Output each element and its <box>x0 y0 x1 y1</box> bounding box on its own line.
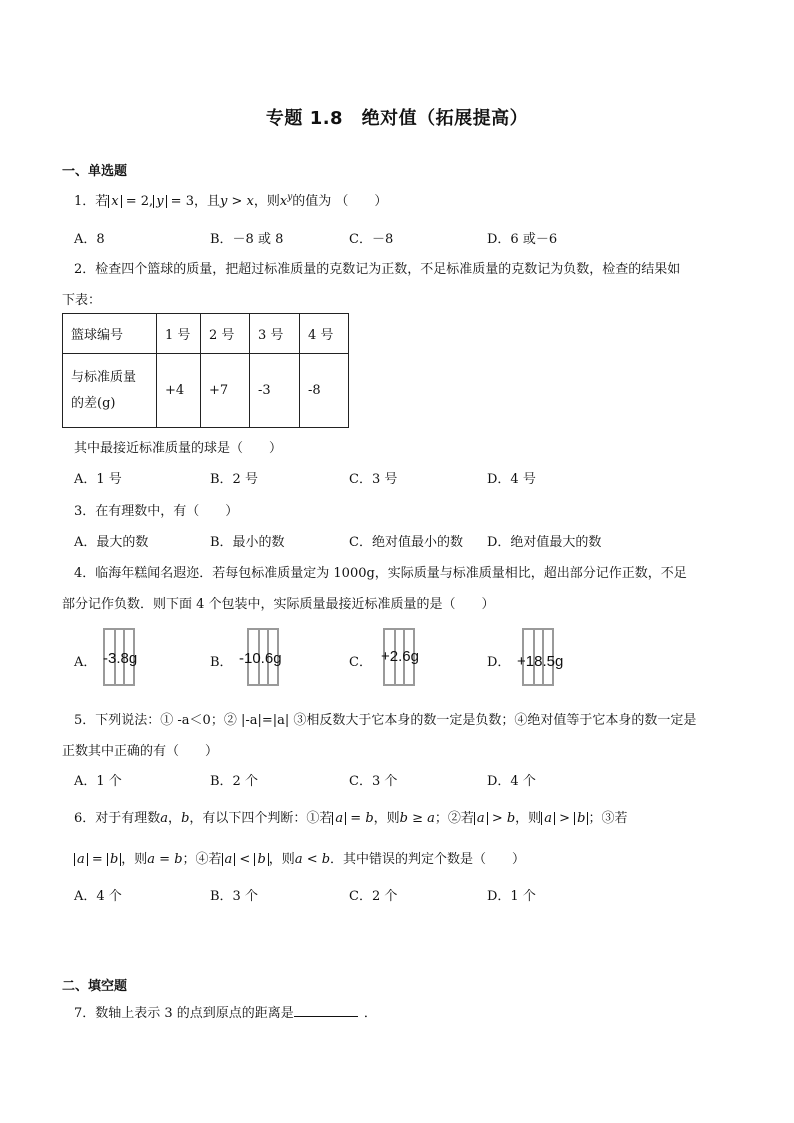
q6-option-d[interactable]: D．1 个 <box>487 889 536 904</box>
q1-mid2: ，则 <box>253 194 280 209</box>
table-header-row <box>63 314 349 354</box>
q6-abs-a: a <box>541 812 555 825</box>
q6-math: < <box>235 852 255 867</box>
table-header-cell: 4 号 <box>300 314 349 354</box>
q4-option-c[interactable]: C． <box>349 655 372 670</box>
package-label-b: -10.6g <box>239 650 282 667</box>
question-7 <box>74 1002 377 1021</box>
basketball-table <box>62 313 349 428</box>
q6-abs-a: a <box>332 812 346 825</box>
package-label-c: +2.6g <box>381 648 419 665</box>
q5-option-b[interactable]: B．2 个 <box>210 774 258 789</box>
table-cell: -3 <box>250 354 300 428</box>
table-row-label <box>63 354 157 428</box>
q6-abs-b: b <box>107 853 121 866</box>
q1-mid: ，且 <box>193 194 220 209</box>
q6-var-a: a <box>160 811 169 826</box>
q1-option-b[interactable]: B．－8 或 8 <box>210 232 284 247</box>
question-6-line-1 <box>74 807 627 826</box>
question-4-line-1: 4．临海年糕闻名遐迩．若每包标准质量定为 1000g，实际质量与标准质量相比，超出部分记作正数，不足 <box>74 566 687 581</box>
package-label-d: +18.5g <box>517 653 564 670</box>
q6-text: ，则 <box>121 852 148 867</box>
q6-text: 6．对于有理数 <box>74 811 161 826</box>
q5-option-c[interactable]: C．3 个 <box>349 774 398 789</box>
q6-text: ；④若 <box>182 852 222 867</box>
q1-option-c[interactable]: C．－8 <box>349 232 394 247</box>
answer-blank[interactable] <box>294 1004 358 1017</box>
q1-suffix: 的值为 （ ） <box>292 194 388 209</box>
q2-option-b[interactable]: B．2 号 <box>210 472 258 487</box>
q2-option-a[interactable]: A．1 号 <box>74 472 122 487</box>
q1-exponent: y <box>287 192 293 203</box>
q6-math: a < b <box>294 852 331 867</box>
q1-inequality: y > x <box>220 194 254 209</box>
q1-abs-x: x <box>108 195 121 208</box>
q6-text: ；②若 <box>434 811 474 826</box>
q3-option-c[interactable]: C．绝对值最小的数 <box>349 535 463 550</box>
page-title: 专题 1.8 绝对值（拓展提高） <box>265 108 529 129</box>
q6-math: a = b <box>147 852 183 867</box>
q6-math: = <box>87 852 107 867</box>
q3-option-b[interactable]: B．最小的数 <box>210 535 285 550</box>
q6-option-c[interactable]: C．2 个 <box>349 889 398 904</box>
q3-option-d[interactable]: D．绝对值最大的数 <box>487 535 602 550</box>
q6-text: ，则 <box>268 852 295 867</box>
table-cell: -8 <box>300 354 349 428</box>
q6-math: > <box>554 811 575 826</box>
question-2-prompt: 其中最接近标准质量的球是（ ） <box>74 441 283 456</box>
q6-text: ， <box>168 811 182 826</box>
table-header-cell: 3 号 <box>250 314 300 354</box>
section-heading-single-choice: 一、单选题 <box>62 164 128 179</box>
q7-suffix: ． <box>363 1006 377 1021</box>
q6-text: ，则 <box>373 811 400 826</box>
question-2-line-2: 下表： <box>62 293 102 308</box>
table-header-cell: 2 号 <box>201 314 250 354</box>
section-heading-fill-in: 二、填空题 <box>62 979 128 994</box>
q1-base: x <box>279 194 288 209</box>
q6-text: ．其中错误的判定个数是（ ） <box>330 852 526 867</box>
table-cell: +4 <box>157 354 201 428</box>
q6-var-b: b <box>181 811 190 826</box>
q1-eq2: = 3 <box>166 194 194 209</box>
question-5-line-2: 正数其中正确的有（ ） <box>62 744 219 759</box>
question-2-line-1: 2．检查四个篮球的质量，把超过标准质量的克数记为正数，不足标准质量的克数记为负数，检查的结果如 <box>74 262 681 277</box>
q6-math: b ≥ a <box>399 811 435 826</box>
q1-prefix: 1．若 <box>74 194 109 209</box>
q3-option-a[interactable]: A．最大的数 <box>74 535 149 550</box>
q4-option-d[interactable]: D． <box>487 655 511 670</box>
q1-abs-y: y <box>153 195 166 208</box>
question-4-line-2: 部分记作负数．则下面 4 个包装中，实际质量最接近标准质量的是（ ） <box>62 597 495 612</box>
q4-option-b[interactable]: B． <box>210 655 233 670</box>
q6-abs-a: a <box>74 853 88 866</box>
table-row <box>63 354 349 428</box>
package-label-a: -3.8g <box>103 650 138 667</box>
q1-eq1: = 2, <box>121 194 154 209</box>
q6-option-b[interactable]: B．3 个 <box>210 889 258 904</box>
q4-option-a[interactable]: A． <box>74 655 97 670</box>
q5-option-d[interactable]: D．4 个 <box>487 774 536 789</box>
q6-math: = b <box>346 811 374 826</box>
q7-text: 7．数轴上表示 3 的点到原点的距离是 <box>74 1006 294 1021</box>
q1-option-a[interactable]: A．8 <box>74 232 105 247</box>
q6-math: > b <box>487 811 516 826</box>
table-cell: +7 <box>201 354 250 428</box>
question-3: 3．在有理数中，有（ ） <box>74 504 239 519</box>
question-6-line-2 <box>74 848 525 867</box>
q6-text: ，则 <box>515 811 542 826</box>
q6-option-a[interactable]: A．4 个 <box>74 889 122 904</box>
q5-option-a[interactable]: A．1 个 <box>74 774 122 789</box>
q2-option-c[interactable]: C．3 号 <box>349 472 398 487</box>
q6-text: ，有以下四个判断：①若 <box>189 811 333 826</box>
row-label-line-2: 的差(g) <box>71 395 116 411</box>
q6-abs-a: a <box>222 853 236 866</box>
q6-abs-b: b <box>574 812 588 825</box>
table-header-cell: 1 号 <box>157 314 201 354</box>
row-label-line-1: 与标准质量 <box>71 369 137 385</box>
question-5-line-1: 5．下列说法：① -a＜0；② |-a|=|a| ③相反数大于它本身的数一定是负数；④绝对值等于它本身的数一定是 <box>74 713 697 728</box>
q2-option-d[interactable]: D．4 号 <box>487 472 536 487</box>
q6-abs-a: a <box>474 812 488 825</box>
q6-abs-b: b <box>254 853 268 866</box>
question-1 <box>74 190 387 209</box>
q6-text: ；③若 <box>588 811 628 826</box>
table-header-cell: 篮球编号 <box>63 314 157 354</box>
q1-option-d[interactable]: D．6 或－6 <box>487 232 558 247</box>
